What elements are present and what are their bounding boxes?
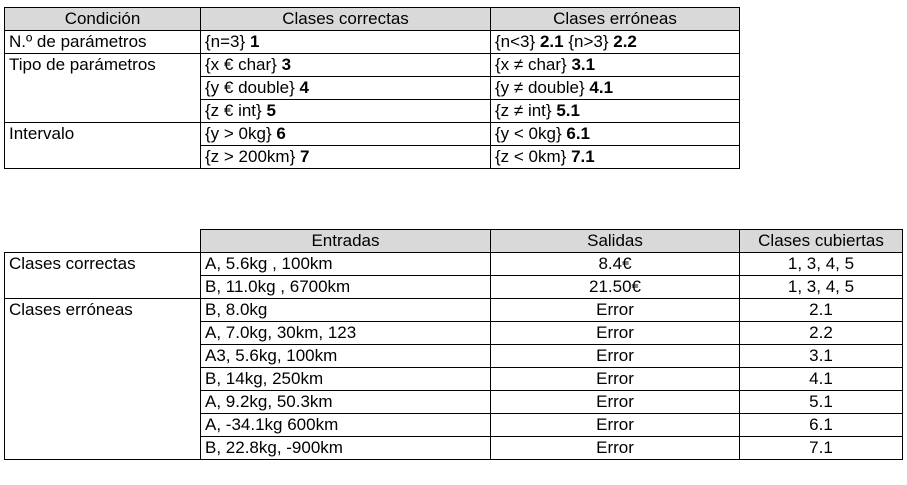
table-row (5, 322, 903, 345)
class-id: 4 (299, 78, 310, 97)
table-row (5, 77, 740, 100)
input-cell: A3, 5.6kg, 100km (201, 345, 491, 368)
covered-cell: 5.1 (740, 391, 903, 414)
class-id: 2.1 (539, 32, 564, 51)
header-clases-cubiertas: Clases cubiertas (740, 230, 903, 253)
group-label-cell (5, 414, 201, 437)
input-cell: A, 9.2kg, 50.3km (201, 391, 491, 414)
class-text: {y € double} (205, 78, 295, 97)
class-text: {z < 0km} (495, 147, 567, 166)
covered-cell: 2.1 (740, 299, 903, 322)
class-text: {z ≠ int} (495, 101, 552, 120)
group-label-cell: Clases erróneas (5, 299, 201, 322)
wrong-class-cell (491, 123, 740, 146)
class-text: {n=3} (205, 32, 246, 51)
group-label-cell (5, 322, 201, 345)
table-row (5, 123, 740, 146)
class-text: {y ≠ double} (495, 78, 585, 97)
output-cell: Error (491, 322, 740, 345)
wrong-class-cell (491, 146, 740, 169)
output-cell: Error (491, 368, 740, 391)
input-cell: A, 7.0kg, 30km, 123 (201, 322, 491, 345)
header-salidas: Salidas (491, 230, 740, 253)
table-row (5, 253, 903, 276)
class-text: {n<3} (495, 32, 536, 51)
class-text: {n>3} (568, 32, 609, 51)
class-id: 5 (266, 101, 276, 120)
input-cell: A, 5.6kg , 100km (201, 253, 491, 276)
table-row (5, 414, 903, 437)
class-text: {z > 200km} (205, 147, 296, 166)
wrong-class-cell (491, 31, 740, 54)
correct-class-cell (201, 123, 491, 146)
table-row (5, 437, 903, 460)
class-id: 7 (300, 147, 310, 166)
group-label-cell (5, 437, 201, 460)
wrong-class-cell (491, 100, 740, 123)
condition-cell (5, 146, 201, 169)
condition-cell (5, 77, 201, 100)
covered-cell: 7.1 (740, 437, 903, 460)
output-cell: Error (491, 391, 740, 414)
class-id: 5.1 (556, 101, 580, 120)
table-row (5, 146, 740, 169)
table-header-row (5, 8, 740, 31)
group-label-cell (5, 276, 201, 299)
input-cell: B, 14kg, 250km (201, 368, 491, 391)
class-text: {y < 0kg} (495, 124, 562, 143)
condition-cell: Tipo de parámetros (5, 54, 201, 77)
class-id: 3.1 (571, 55, 596, 74)
table-row (5, 31, 740, 54)
class-id: 2.2 (613, 32, 637, 51)
covered-cell: 6.1 (740, 414, 903, 437)
output-cell: Error (491, 437, 740, 460)
covered-cell: 3.1 (740, 345, 903, 368)
condition-cell (5, 100, 201, 123)
condition-cell: Intervalo (5, 123, 201, 146)
correct-class-cell (201, 146, 491, 169)
correct-class-cell (201, 77, 491, 100)
table-row (5, 345, 903, 368)
class-id: 1 (249, 32, 260, 51)
wrong-class-cell (491, 54, 740, 77)
input-cell: A, -34.1kg 600km (201, 414, 491, 437)
table-row (5, 276, 903, 299)
group-label-cell (5, 391, 201, 414)
class-text: {y > 0kg} (205, 124, 272, 143)
correct-class-cell (201, 100, 491, 123)
group-label-cell (5, 345, 201, 368)
table-row (5, 368, 903, 391)
covered-cell: 4.1 (740, 368, 903, 391)
condition-cell: N.º de parámetros (5, 31, 201, 54)
output-cell: Error (491, 414, 740, 437)
table-row (5, 299, 903, 322)
input-cell: B, 22.8kg, -900km (201, 437, 491, 460)
class-text: {x € char} (205, 55, 277, 74)
table-header-row (5, 230, 903, 253)
table-row (5, 100, 740, 123)
table-row (5, 391, 903, 414)
header-blank-cell (5, 230, 201, 253)
output-cell: 8.4€ (491, 253, 740, 276)
class-text: {z € int} (205, 101, 262, 120)
covered-cell: 1, 3, 4, 5 (740, 253, 903, 276)
class-id: 3 (281, 55, 292, 74)
header-clases-erroneas: Clases erróneas (491, 8, 740, 31)
wrong-class-cell (491, 77, 740, 100)
group-label-cell (5, 368, 201, 391)
input-cell: B, 11.0kg , 6700km (201, 276, 491, 299)
correct-class-cell (201, 54, 491, 77)
output-cell: Error (491, 345, 740, 368)
table-row (5, 54, 740, 77)
header-entradas: Entradas (201, 230, 491, 253)
equivalence-classes-table (4, 7, 740, 169)
class-text: {x ≠ char} (495, 55, 567, 74)
class-id: 6 (276, 124, 286, 143)
covered-cell: 2.2 (740, 322, 903, 345)
test-cases-table (4, 229, 903, 460)
correct-class-cell (201, 31, 491, 54)
input-cell: B, 8.0kg (201, 299, 491, 322)
class-id: 7.1 (571, 147, 595, 166)
group-label-cell: Clases correctas (5, 253, 201, 276)
header-clases-correctas: Clases correctas (201, 8, 491, 31)
output-cell: Error (491, 299, 740, 322)
class-id: 6.1 (566, 124, 591, 143)
covered-cell: 1, 3, 4, 5 (740, 276, 903, 299)
output-cell: 21.50€ (491, 276, 740, 299)
header-condicion: Condición (5, 8, 201, 31)
class-id: 4.1 (589, 78, 614, 97)
